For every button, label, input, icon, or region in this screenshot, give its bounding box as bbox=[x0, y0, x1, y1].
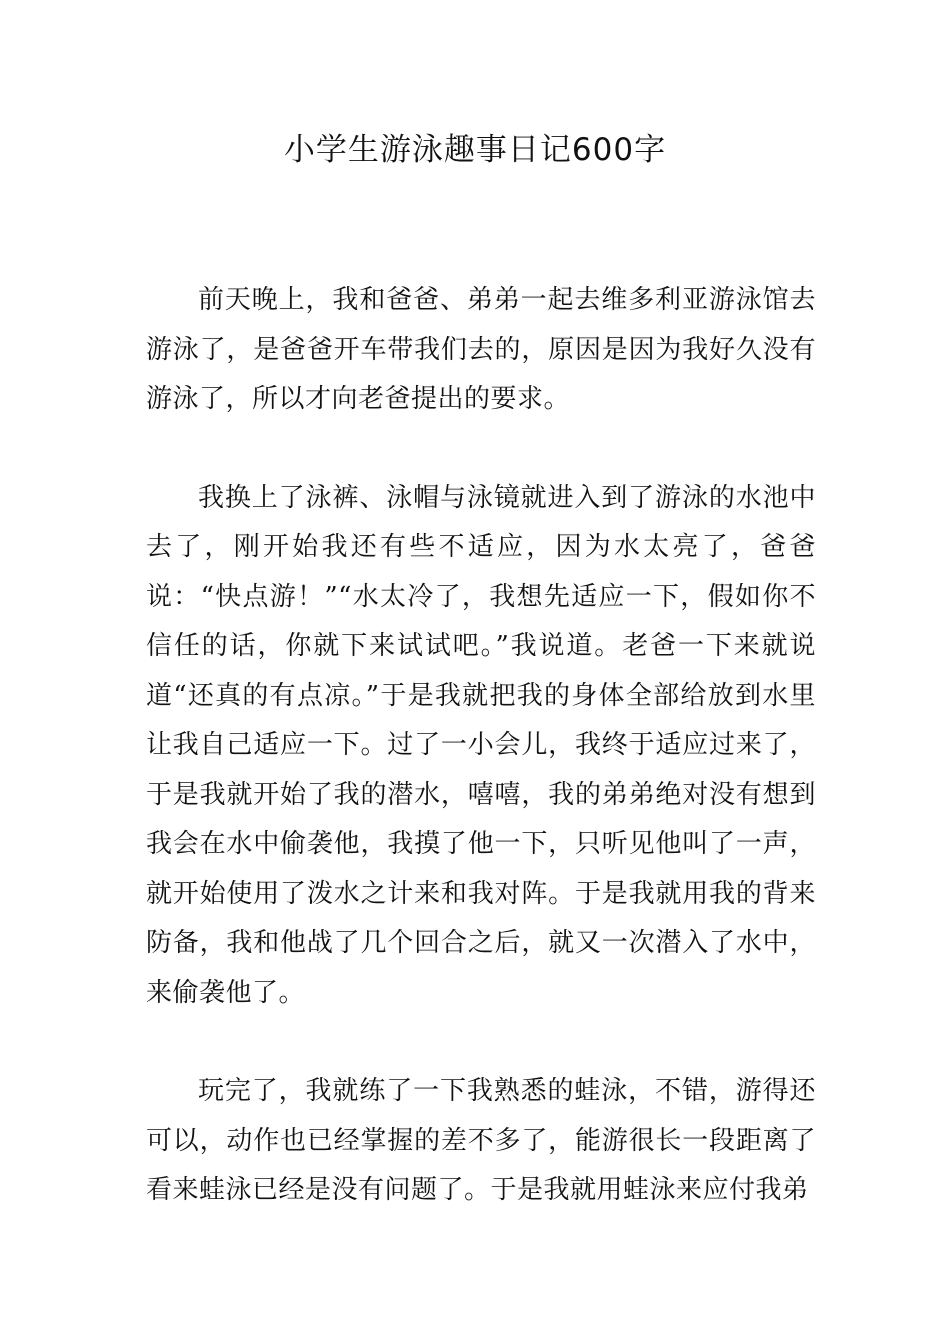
paragraph-3: 玩完了，我就练了一下我熟悉的蛙泳，不错，游得还可以，动作也已经掌握的差不多了，能游很长一段距离了看来蛙泳已经是没有问题了。于是我就用蛙泳来应付我弟 bbox=[146, 1076, 816, 1205]
document-body bbox=[146, 276, 816, 1265]
paragraph-2: 我换上了泳裤、泳帽与泳镜就进入到了游泳的水池中去了，刚开始我还有些不适应，因为水太亮了，爸爸说：“快点游！”“水太冷了，我想先适应一下，假如你不信任的话，你就下来试试吧。”我说道。老爸一下来就说道“还真的有点凉。”于是我就把我的身体全部给放到水里让我自己适应一下。过了一小会儿，我终于适应过来了，于是我就开始了我的潜水，嘻嘻，我的弟弟绝对没有想到我会在水中偷袭他，我摸了他一下，只听见他叫了一声，就开始使用了泼水之计来和我对阵。于是我就用我的背来防备，我和他战了几个回合之后，就又一次潜入了水中，来偷袭他了。 bbox=[146, 482, 816, 1008]
document-title: 小学生游泳趣事日记600字 bbox=[283, 132, 667, 168]
paragraph-1: 前天晚上，我和爸爸、弟弟一起去维多利亚游泳馆去游泳了，是爸爸开车带我们去的，原因是因为我好久没有游泳了，所以才向老爸提出的要求。 bbox=[146, 285, 816, 414]
